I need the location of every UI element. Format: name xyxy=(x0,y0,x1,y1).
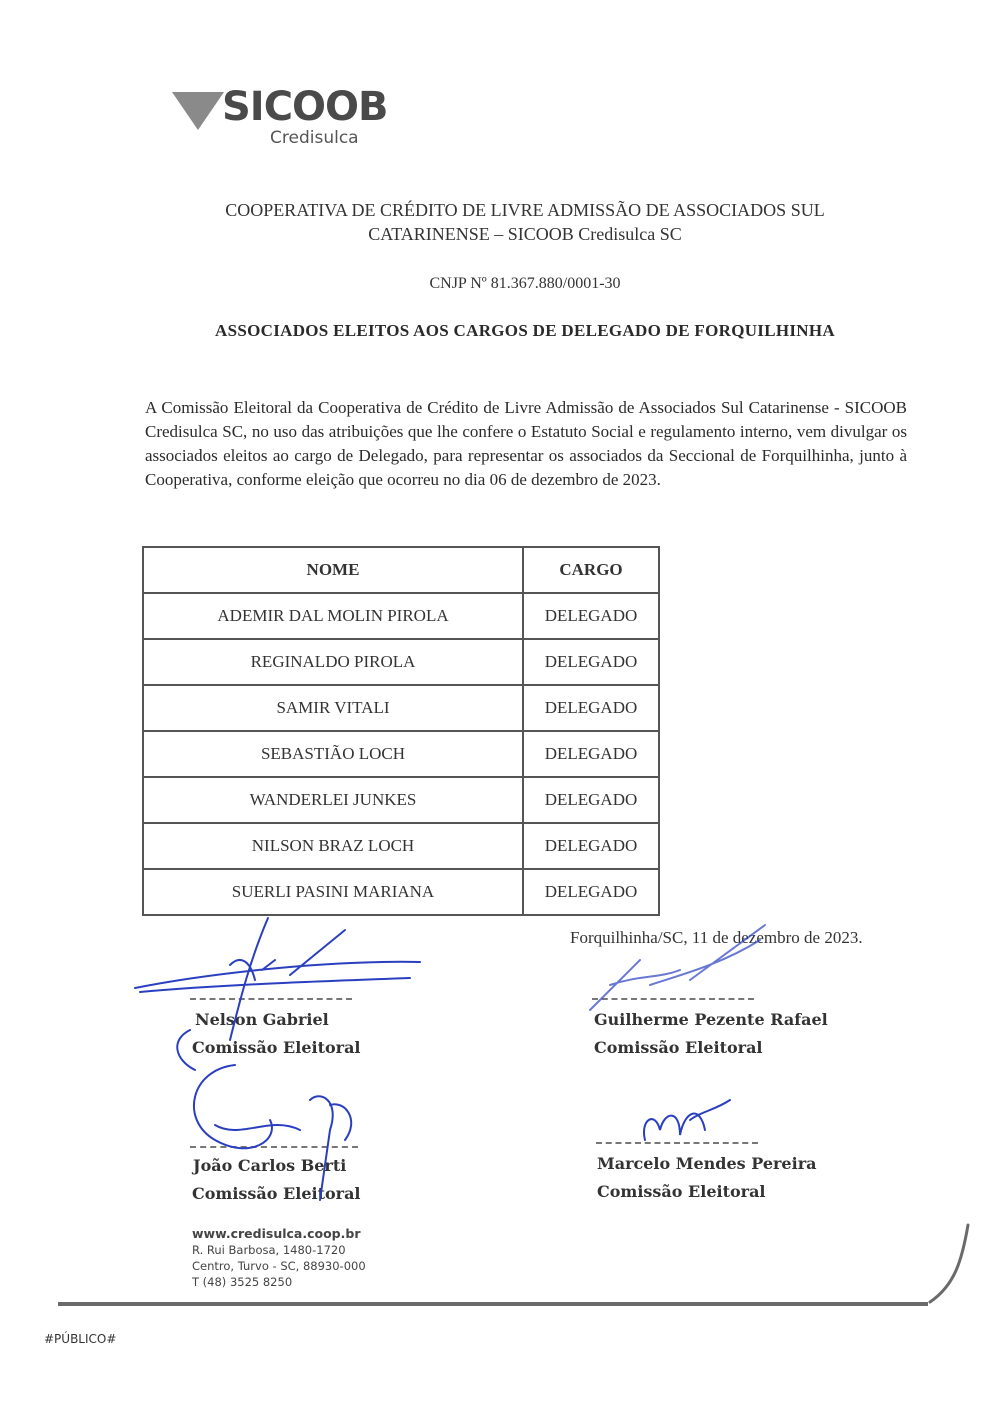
cell-nome: WANDERLEI JUNKES xyxy=(143,777,523,823)
cooperative-name-line2: CATARINENSE – SICOOB Credisulca SC xyxy=(368,224,682,244)
phone-number: T (48) 3525 8250 xyxy=(192,1275,293,1289)
signatory-name: Marcelo Mendes Pereira xyxy=(597,1154,817,1173)
cell-nome: ADEMIR DAL MOLIN PIROLA xyxy=(143,593,523,639)
table-header-row xyxy=(143,547,659,593)
body-paragraph: A Comissão Eleitoral da Cooperativa de Crédito de Livre Admissão de Associados Sul Catarinense - SICOOB Credisulca SC, no uso das atribuições que lhe confere o Estatuto Social e regulamento interno, vem divulgar os associados eleitos ao cargo de Delegado, para representar os associados da Seccional de Forquilhinha, junto à Cooperativa, conforme eleição que ocorreu no dia 06 de dezembro de 2023. xyxy=(145,398,907,489)
signatory-role: Comissão Eleitoral xyxy=(192,1184,361,1203)
table-row xyxy=(143,731,659,777)
table-row xyxy=(143,685,659,731)
classification-tag: #PÚBLICO# xyxy=(44,1332,117,1346)
table-row xyxy=(143,869,659,915)
cell-cargo: DELEGADO xyxy=(523,639,659,685)
cell-nome: REGINALDO PIROLA xyxy=(143,639,523,685)
page-edge-curve xyxy=(930,1225,968,1302)
elected-delegates-table xyxy=(142,546,660,916)
logo-brand: SICOOB xyxy=(222,84,388,130)
cell-cargo: DELEGADO xyxy=(523,869,659,915)
address-line2: Centro, Turvo - SC, 88930-000 xyxy=(192,1259,366,1273)
signatory-role: Comissão Eleitoral xyxy=(597,1182,766,1201)
table-row xyxy=(143,639,659,685)
address-line1: R. Rui Barbosa, 1480-1720 xyxy=(192,1243,346,1257)
signature-line xyxy=(592,998,754,1000)
header-cargo: CARGO xyxy=(523,547,659,593)
signatory-role: Comissão Eleitoral xyxy=(192,1038,361,1057)
footer-contact-info xyxy=(192,1226,366,1290)
header-nome: NOME xyxy=(143,547,523,593)
signature-line xyxy=(190,998,352,1000)
cell-cargo: DELEGADO xyxy=(523,593,659,639)
sicoob-triangle-icon xyxy=(172,92,224,130)
website-link[interactable]: www.credisulca.coop.br xyxy=(192,1226,361,1241)
table-row xyxy=(143,823,659,869)
table-row xyxy=(143,593,659,639)
cooperative-name-line1: COOPERATIVA DE CRÉDITO DE LIVRE ADMISSÃO DE ASSOCIADOS SUL xyxy=(225,200,825,220)
footer-divider xyxy=(58,1302,928,1306)
place-and-date: Forquilhinha/SC, 11 de dezembro de 2023. xyxy=(570,928,863,947)
cnpj: CNJP Nº 81.367.880/0001-30 xyxy=(429,275,621,292)
cell-cargo: DELEGADO xyxy=(523,823,659,869)
signature-joao xyxy=(194,1065,351,1200)
signatory-name: Nelson Gabriel xyxy=(195,1010,329,1029)
cell-cargo: DELEGADO xyxy=(523,731,659,777)
cell-nome: NILSON BRAZ LOCH xyxy=(143,823,523,869)
signatory-name: Guilherme Pezente Rafael xyxy=(594,1010,828,1029)
signature-line xyxy=(190,1146,358,1148)
cell-nome: SAMIR VITALI xyxy=(143,685,523,731)
signatory-name: João Carlos Berti xyxy=(193,1156,347,1175)
cell-cargo: DELEGADO xyxy=(523,685,659,731)
signature-line xyxy=(596,1142,758,1144)
cell-nome: SEBASTIÃO LOCH xyxy=(143,731,523,777)
cell-nome: SUERLI PASINI MARIANA xyxy=(143,869,523,915)
signature-marcelo xyxy=(644,1100,730,1140)
logo-subtitle: Credisulca xyxy=(270,128,359,148)
signatory-role: Comissão Eleitoral xyxy=(594,1038,763,1057)
cell-cargo: DELEGADO xyxy=(523,777,659,823)
document-title: ASSOCIADOS ELEITOS AOS CARGOS DE DELEGADO DE FORQUILHINHA xyxy=(215,321,835,340)
table-row xyxy=(143,777,659,823)
sicoob-logo xyxy=(172,84,388,152)
